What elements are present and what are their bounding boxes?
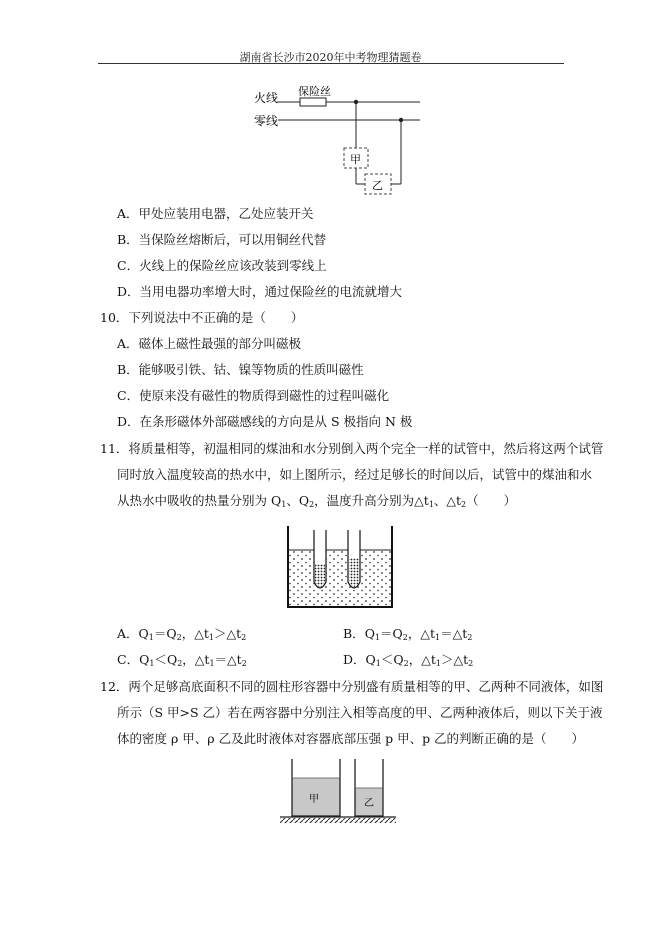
header-rule	[98, 63, 564, 64]
live-wire-label: 火线	[254, 91, 279, 105]
container-yi-label: 乙	[364, 798, 374, 809]
q10-option-b: B．能够吸引铁、钴、镍等物质的性质叫磁性	[117, 362, 364, 377]
q11-stem-line2: 同时放入温度较高的热水中，如上图所示，经过足够长的时间以后，试管中的煤油和水	[117, 467, 593, 482]
q10-option-a: A．磁体上磁性最强的部分叫磁极	[117, 336, 302, 351]
container-jia-label: 甲	[309, 794, 319, 805]
q12-stem-line3: 体的密度 ρ 甲、ρ 乙及此时液体对容器底部压强 p 甲、p 乙的判断正确的是（ ）	[117, 731, 585, 746]
q12-stem-line2: 所示（S 甲>S 乙）若在两容器中分别注入相等高度的甲、乙两种液体后，则以下关于液	[117, 705, 603, 720]
q10-option-c: C．使原来没有磁性的物质得到磁性的过程叫磁化	[117, 388, 390, 403]
q11-option-c: C．$Q_1<Q_2$，$\triangle t_1=\triangle t_2$	[117, 652, 247, 668]
fuse-label: 保险丝	[298, 85, 331, 98]
q9-option-a: A．甲处应装用电器，乙处应装开关	[117, 206, 314, 221]
q11-stem-line1: 11．将质量相等，初温相同的煤油和水分别倒入两个完全一样的试管中，然后将这两个试管	[100, 441, 604, 456]
yi-label: 乙	[372, 179, 383, 192]
household-circuit-diagram	[250, 82, 430, 202]
q11-option-a: A．$Q_1=Q_2$，$\triangle t_1>\triangle t_2$	[117, 626, 247, 642]
q10-option-d: D．在条形磁体外部磁感线的方向是从 S 极指向 N 极	[117, 414, 413, 429]
page-header: 湖南省长沙市2020年中考物理猜题卷	[239, 51, 422, 64]
fuse-symbol	[300, 98, 326, 106]
q11-option-d: D．$Q_1<Q_2$，$\triangle t_1>\triangle t_2$	[343, 652, 474, 668]
q9-option-d: D．当用电器功率增大时，通过保险丝的电流就增大	[117, 284, 403, 299]
two-containers-figure	[278, 755, 398, 827]
test-tubes-in-hot-water-figure	[284, 522, 396, 610]
q10-stem: 10．下列说法中不正确的是（ ）	[100, 310, 304, 325]
jia-label: 甲	[350, 153, 361, 166]
q12-stem-line1: 12．两个足够高底面积不同的圆柱形容器中分别盛有质量相等的甲、乙两种不同液体，如图	[100, 679, 604, 694]
neutral-wire-label: 零线	[254, 114, 279, 128]
q11-stem-line3: 从热水中吸收的热量分别为 $Q_1$、$Q_2$，温度升高分别为$\triangle t_1$、$\triangle t_2$（ ）	[117, 493, 517, 509]
q9-option-b: B．当保险丝熔断后，可以用铜丝代替	[117, 232, 327, 247]
q9-option-c: C．火线上的保险丝应该改装到零线上	[117, 258, 327, 273]
q11-option-b: B．$Q_1=Q_2$，$\triangle t_1=\triangle t_2$	[343, 626, 473, 642]
